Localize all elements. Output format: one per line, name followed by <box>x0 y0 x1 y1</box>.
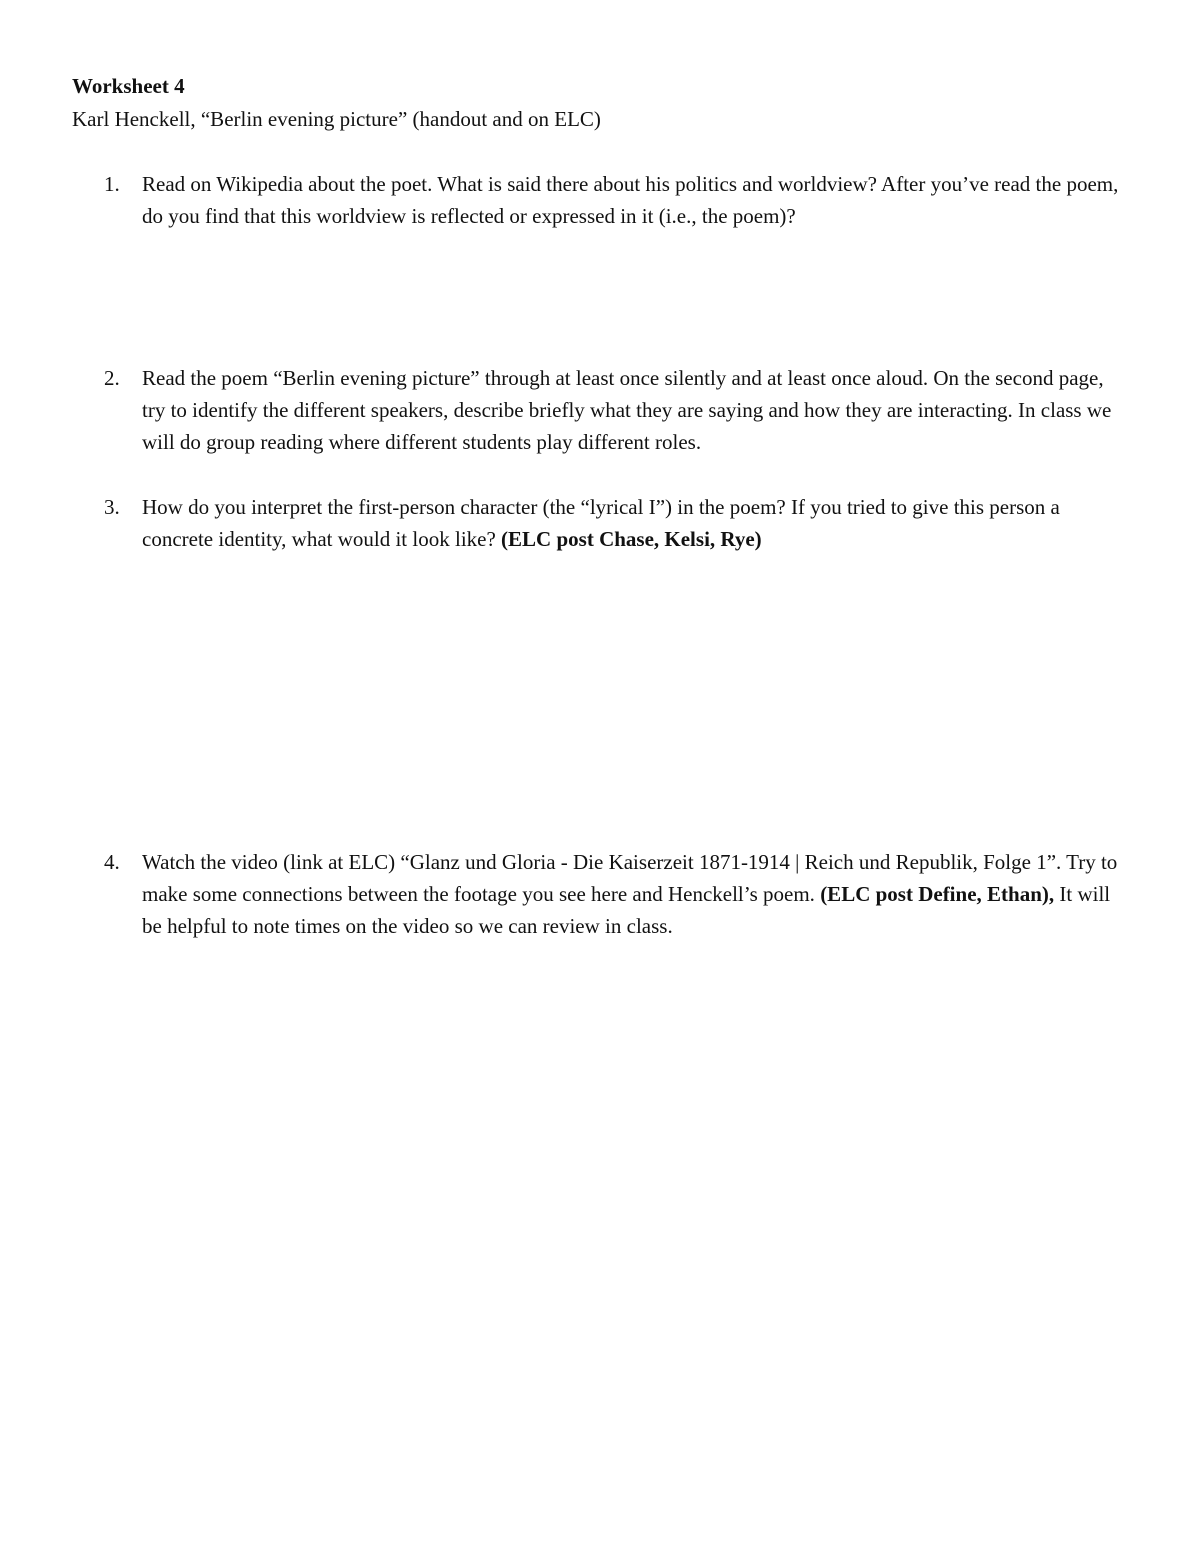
worksheet-subtitle: Karl Henckell, “Berlin evening picture” (handout and on ELC) <box>72 107 601 131</box>
question-number: 1. <box>104 172 120 196</box>
question-body-continued: It will be helpful to note times on the video so we can review in class. <box>142 882 1111 938</box>
elc-post-assignment: (ELC post Define, Ethan), <box>820 882 1055 906</box>
question-number: 2. <box>104 366 120 390</box>
worksheet-title: Worksheet 4 <box>72 74 185 98</box>
question-number: 4. <box>104 850 120 874</box>
question-text <box>142 491 1132 555</box>
question-body: How do you interpret the first-person character (the “lyrical I”) in the poem? If you tried to give this person a concrete identity, what would it look like? <box>142 495 1060 551</box>
question-body: Watch the video (link at ELC) “Glanz und Gloria - Die Kaiserzeit 1871-1914 | Reich und Republik, Folge 1”. Try to make some connections between the footage you see here and Henckell’s poem. <box>142 850 1118 906</box>
question-text <box>142 168 1132 232</box>
question-text <box>142 362 1132 458</box>
elc-post-assignment: (ELC post Chase, Kelsi, Rye) <box>501 527 762 551</box>
question-number: 3. <box>104 495 120 519</box>
question-body: Read the poem “Berlin evening picture” through at least once silently and at least once aloud. On the second page, try to identify the different speakers, describe briefly what they are saying and how they are interacting. In class we will do group reading where different students play different roles. <box>142 366 1112 454</box>
question-body: Read on Wikipedia about the poet. What is said there about his politics and worldview? After you’ve read the poem, do you find that this worldview is reflected or expressed in it (i.e., the poem)? <box>142 172 1119 228</box>
question-text <box>142 846 1132 942</box>
